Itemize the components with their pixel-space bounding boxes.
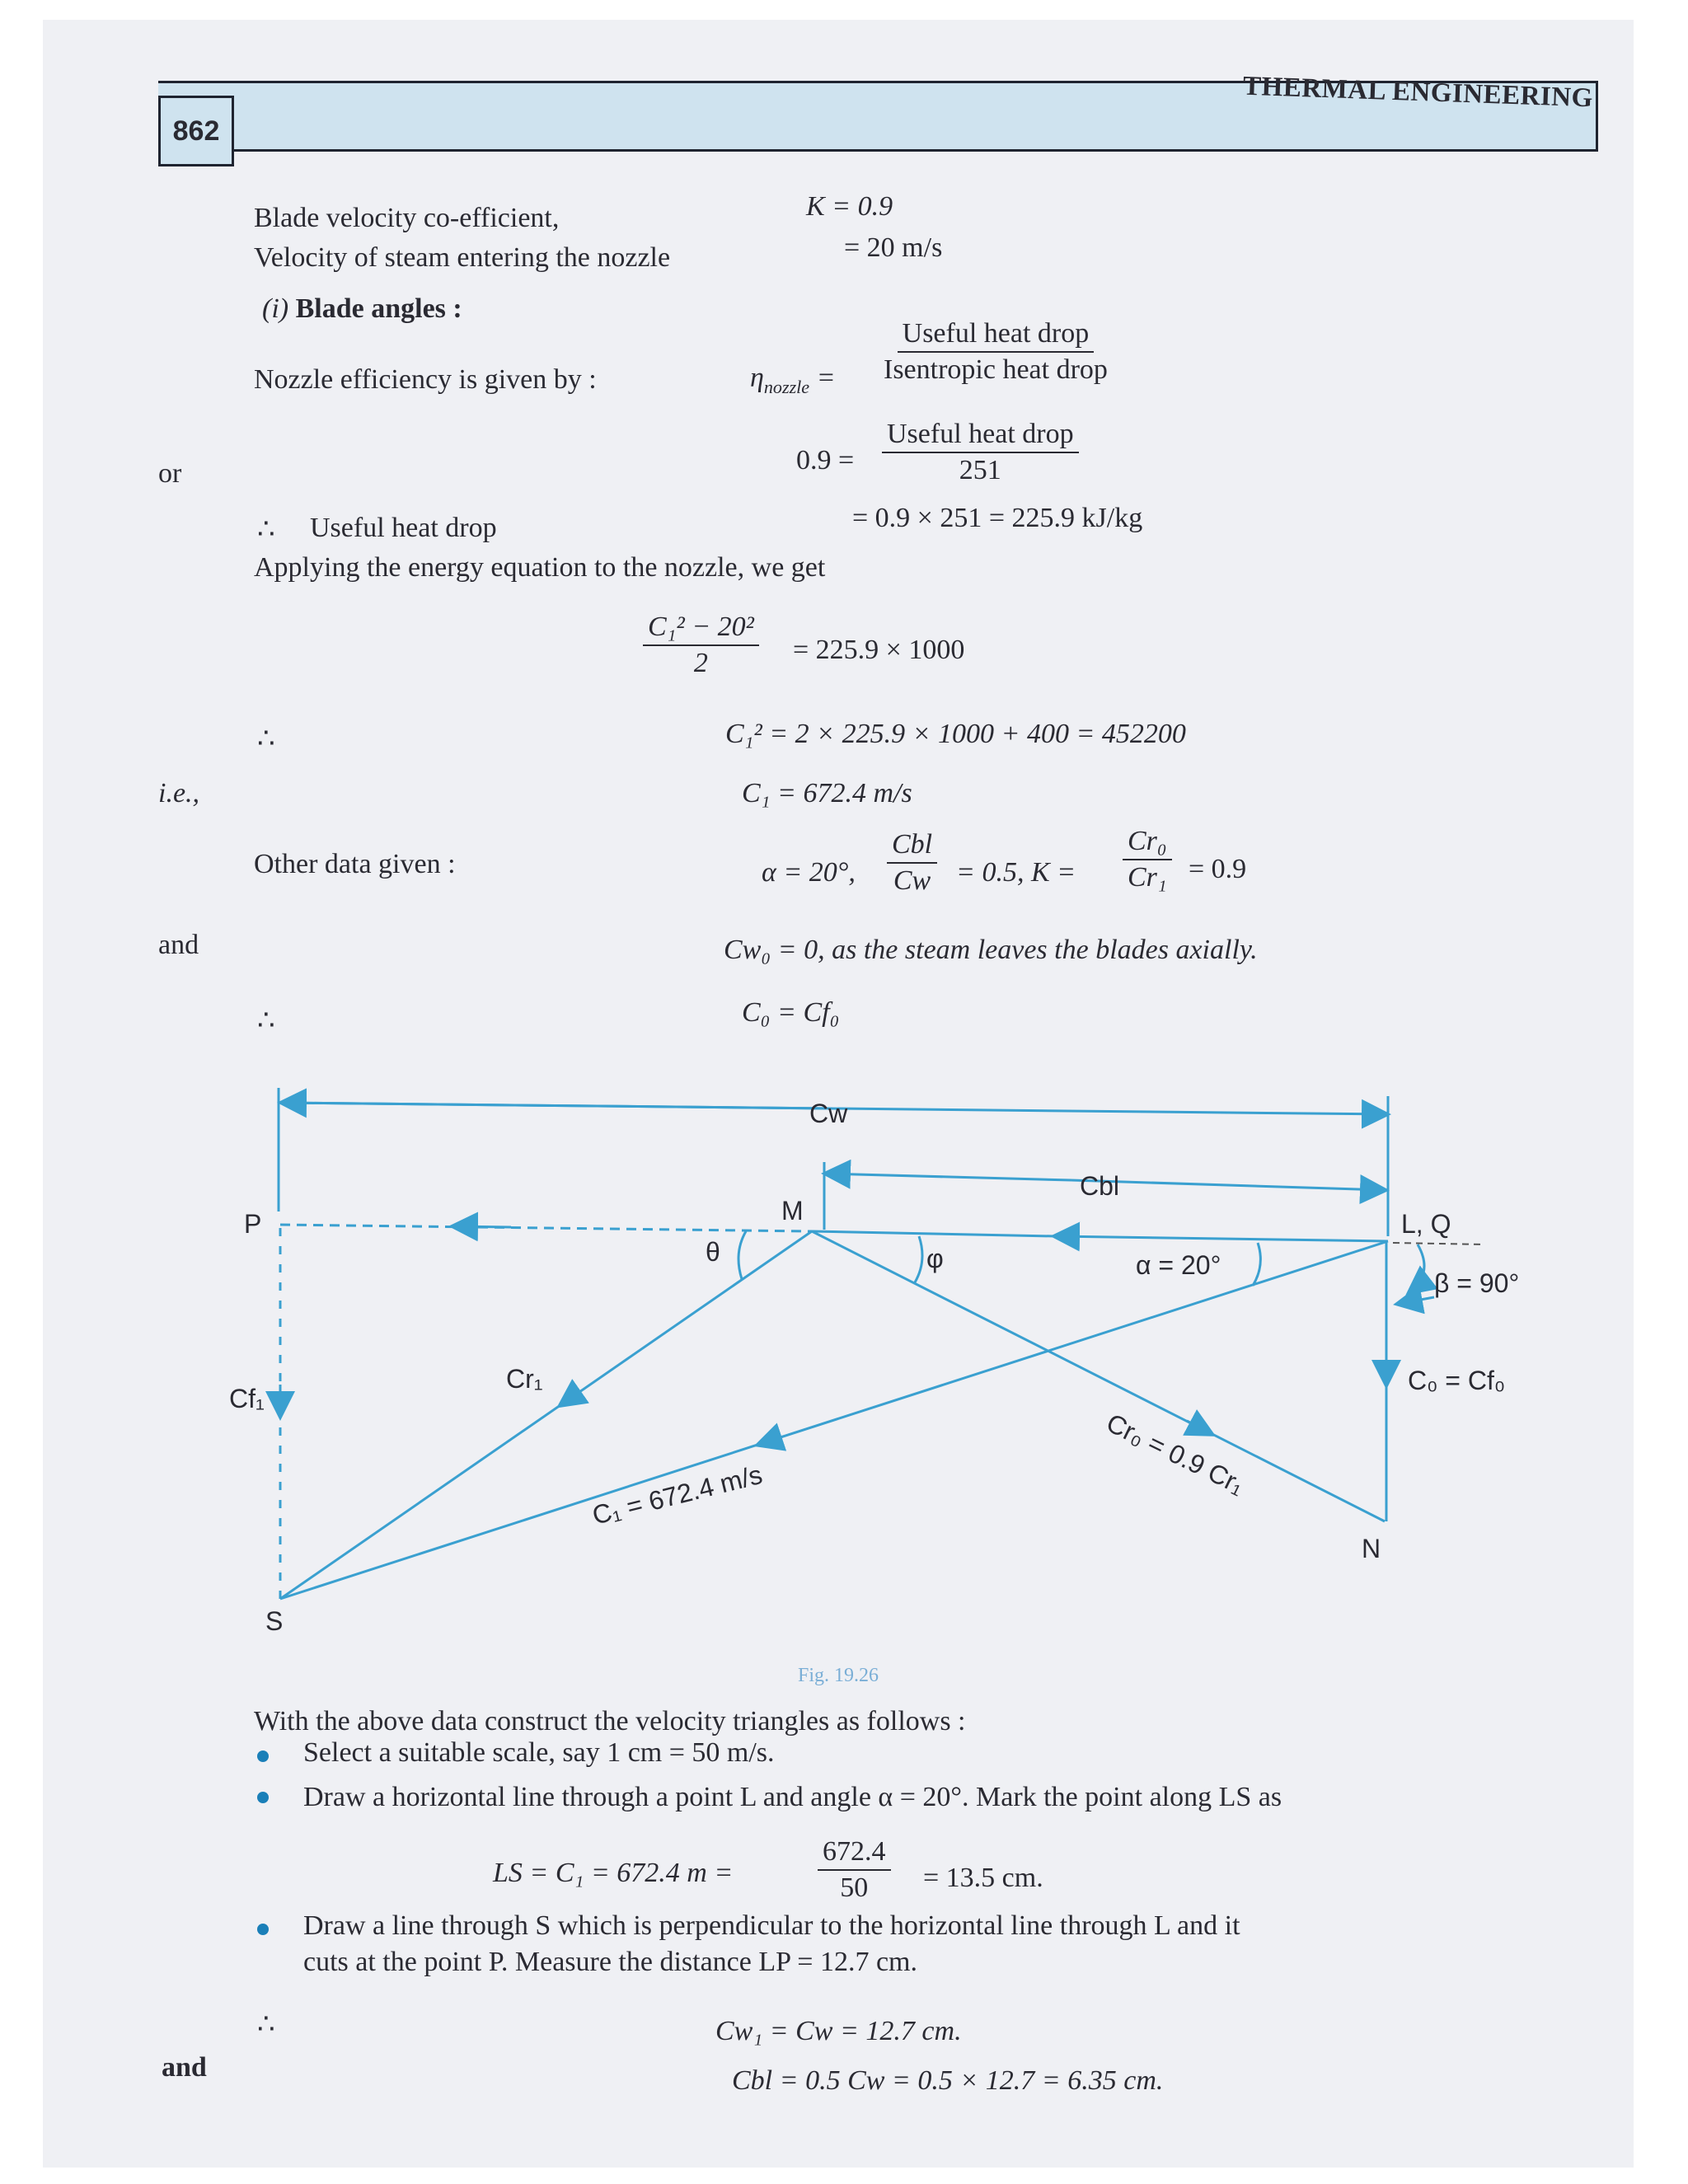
- figure-caption: Fig. 19.26: [798, 1665, 879, 1686]
- page-number: 862: [158, 96, 234, 166]
- label-s: S: [265, 1606, 284, 1636]
- ls-equation: LS = C₁ = 672.4 m =: [493, 1858, 734, 1888]
- energy-fraction: $\frac{\text{C₁² − 20²}}{2}$: [643, 612, 759, 679]
- ls-fraction: $\frac{672.4}{50}$: [818, 1836, 891, 1904]
- label-cw: Cw: [809, 1099, 848, 1128]
- c0-equation: C₀ = Cf₀: [742, 997, 840, 1028]
- eta-nozzle: $\eta_{nozzle}$ =: [750, 363, 836, 397]
- alpha-given: α = 20°,: [762, 857, 856, 888]
- blade-coeff-label: Blade velocity co-efficient,: [254, 203, 560, 233]
- construction-intro: With the above data construct the velocity triangles as follows :: [254, 1706, 966, 1736]
- margin-or: or: [158, 458, 182, 489]
- label-lq: L, Q: [1401, 1209, 1451, 1239]
- ls-result: = 13.5 cm.: [923, 1863, 1043, 1893]
- cw1-equation: Cw₁ = Cw = 12.7 cm.: [715, 2016, 962, 2046]
- useful-heat-fraction: $\frac{\text{Useful heat drop}}{251}$: [882, 419, 1079, 486]
- useful-heat-value: = 0.9 × 251 = 225.9 kJ/kg: [852, 503, 1143, 533]
- step-perpendicular: Draw a line through S which is perpendicular to the horizontal line through L and it: [303, 1910, 1240, 1941]
- bullet-icon: [257, 1792, 269, 1803]
- label-p: P: [244, 1209, 262, 1239]
- label-c0: C₀ = Cf₀: [1408, 1366, 1506, 1395]
- label-theta: θ: [706, 1237, 720, 1267]
- energy-intro: Applying the energy equation to the nozzle, we get: [254, 552, 826, 583]
- margin-and: and: [158, 930, 199, 960]
- label-n: N: [1362, 1534, 1381, 1563]
- steam-velocity-label: Velocity of steam entering the nozzle: [254, 242, 671, 273]
- label-cbl: Cbl: [1080, 1171, 1120, 1201]
- efficiency-lhs: 0.9 =: [796, 445, 855, 476]
- margin-and: and: [162, 2052, 207, 2083]
- margin-ie: i.e.,: [158, 778, 200, 808]
- step-perpendicular-cont: cuts at the point P. Measure the distance LP = 12.7 cm.: [303, 1947, 917, 1977]
- steam-velocity-value: = 20 m/s: [844, 232, 943, 263]
- cw0-statement: Cw₀ = 0, as the steam leaves the blades axially.: [724, 935, 1258, 965]
- useful-heat-label: Useful heat drop: [310, 513, 497, 543]
- energy-rhs: = 225.9 × 1000: [793, 635, 965, 665]
- therefore-symbol: ∴: [257, 514, 275, 545]
- c1-value: C₁ = 672.4 m/s: [742, 778, 912, 808]
- label-beta: β = 90°: [1434, 1268, 1520, 1298]
- label-m: M: [781, 1196, 804, 1226]
- step-scale: Select a suitable scale, say 1 cm = 50 m/s.: [303, 1737, 775, 1768]
- ratio-cr: $\frac{\text{Cr₀}}{\text{Cr₁}}$: [1123, 826, 1172, 893]
- label-alpha: α = 20°: [1136, 1250, 1221, 1280]
- therefore-symbol: ∴: [257, 1005, 275, 1036]
- therefore-symbol: ∴: [257, 724, 275, 754]
- efficiency-fraction: $\frac{\text{Useful heat drop}}{\text{Isentropic heat drop}}$: [884, 318, 1108, 385]
- bullet-icon: [257, 1924, 269, 1935]
- label-c1: C₁ = 672.4 m/s: [588, 1459, 766, 1530]
- nozzle-intro: Nozzle efficiency is given by :: [254, 364, 597, 395]
- label-phi: φ: [926, 1244, 944, 1273]
- book-title: THERMAL ENGINEERING: [1242, 71, 1594, 114]
- ratio-k-value: = 0.9: [1189, 854, 1247, 884]
- other-data-label: Other data given :: [254, 849, 456, 879]
- c1-squared-eq: C₁² = 2 × 225.9 × 1000 + 400 = 452200: [725, 719, 1186, 749]
- ratio-k-text: = 0.5, K =: [956, 857, 1076, 888]
- bullet-icon: [257, 1750, 269, 1762]
- blade-coeff-value: K = 0.9: [806, 191, 893, 222]
- ratio-cbl-cw: $\frac{\text{Cbl}}{Cw}$: [887, 829, 937, 897]
- step-draw-line: Draw a horizontal line through a point L and angle α = 20°. Mark the point along LS as: [303, 1782, 1282, 1812]
- therefore-symbol: ∴: [257, 2009, 275, 2040]
- label-cr0: Cr₀ = 0.9 Cr₁: [1101, 1407, 1250, 1500]
- label-cr1: Cr₁: [506, 1364, 543, 1394]
- label-cf1: Cf₁: [229, 1384, 265, 1413]
- section-heading: (i) Blade angles :: [262, 293, 462, 324]
- cbl-equation: Cbl = 0.5 Cw = 0.5 × 12.7 = 6.35 cm.: [732, 2065, 1164, 2096]
